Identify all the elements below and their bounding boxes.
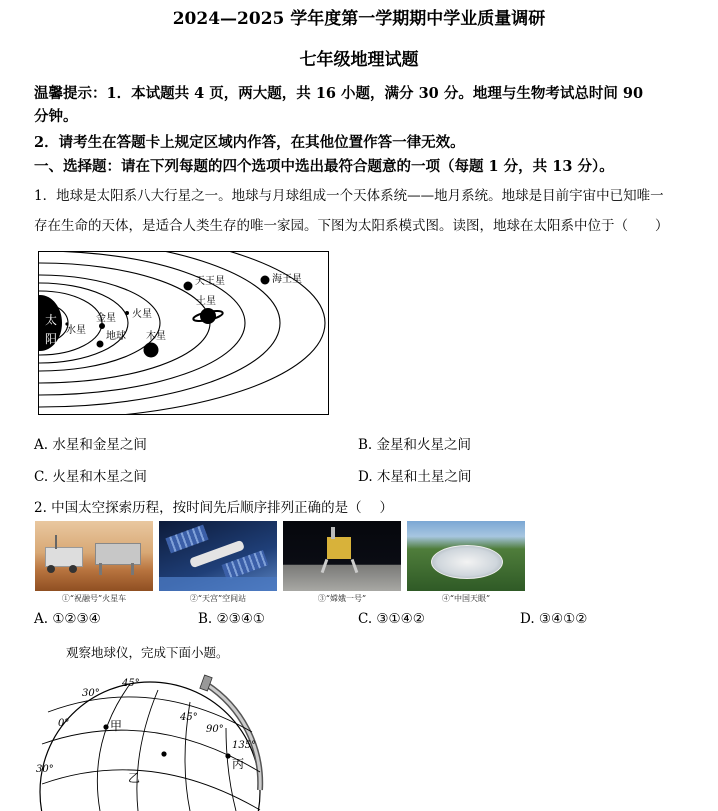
- q2-option-b: B. ②③④①: [198, 611, 265, 627]
- lat-30s: [42, 770, 260, 810]
- lat-30s-label: 30°: [36, 764, 54, 775]
- photo-change-1: [283, 521, 401, 591]
- lon-45-label: 45°: [180, 712, 198, 723]
- mars-dot: [125, 311, 129, 315]
- saturn-label: 土星: [196, 296, 216, 307]
- q1-stem-line-1: 1．地球是太阳系八大行星之一。地球与月球组成一个天体系统——地月系统。地球是目前宇宙中已知唯一: [34, 188, 664, 204]
- jupiter-label: 木星: [146, 331, 166, 342]
- lon-45e: [137, 690, 158, 811]
- section-heading: 一、选择题：请在下列每题的四个选项中选出最符合题意的一项（每题 1 分，共 13 分）。: [34, 158, 614, 175]
- point-jia-label: 甲: [110, 719, 123, 733]
- q2-option-c: C. ③①④②: [358, 611, 425, 627]
- page-title: 2024—2025 学年度第一学期期中学业质量调研: [172, 9, 546, 29]
- globe-diagram: [30, 672, 270, 811]
- q2-option-a: A. ①②③④: [34, 611, 101, 627]
- uranus-dot: [184, 282, 193, 291]
- q1-option-c: C. 火星和木星之间: [34, 469, 147, 485]
- lon-90-label: 90°: [206, 724, 224, 735]
- earth-label: 地球: [106, 331, 126, 342]
- earth-dot: [97, 341, 104, 348]
- venus-label: 金星: [96, 313, 116, 324]
- q1-option-d: D. 木星和土星之间: [358, 469, 472, 485]
- photo-space-station: [159, 521, 277, 591]
- neptune-label: 海王星: [272, 274, 302, 285]
- caption-mars-rover: ①“祝融号”火星车: [61, 594, 127, 603]
- q2-option-d: D. ③④①②: [520, 611, 588, 627]
- q1-stem-line-2: 存在生命的天体，是适合人类生存的唯一家园。下图为太阳系模式图。读图，地球在太阳系中位于（ ）: [34, 218, 669, 234]
- neptune-dot: [261, 276, 270, 285]
- notice-line-1-cont: 分钟。: [34, 108, 78, 125]
- caption-fast-telescope: ④“中国天眼”: [441, 594, 491, 603]
- lat-0-label: 0°: [58, 718, 70, 729]
- photo-fast-telescope: [407, 521, 525, 591]
- lon-135-label: 135°: [232, 740, 257, 751]
- q1-option-a: A. 水星和金星之间: [34, 437, 147, 453]
- lon-45w: [97, 684, 130, 811]
- q2-stem: 2. 中国太空探索历程，按时间先后顺序排列正确的是（ ）: [34, 500, 393, 516]
- caption-space-station: ②“天宫”空间站: [189, 594, 247, 603]
- mars-label: 火星: [132, 309, 152, 320]
- sun-label-1: 太: [45, 313, 58, 327]
- caption-change-1: ③“嫦娥一号”: [317, 594, 367, 603]
- point-bing-label: 丙: [232, 757, 245, 771]
- point-jia: [103, 724, 108, 729]
- jupiter-dot: [144, 343, 159, 358]
- sun-label-2: 阳: [45, 332, 58, 346]
- point-yi: [161, 751, 166, 756]
- notice-line-2: 2．请考生在答题卡上规定区域内作答，在其他位置作答一律无效。: [34, 134, 465, 151]
- lat-30n-label: 30°: [82, 688, 100, 699]
- lon-45-top-label: 45°: [122, 678, 140, 689]
- point-yi-label: 乙: [128, 771, 141, 785]
- mercury-label: 水星: [66, 325, 86, 336]
- lat-0: [42, 730, 260, 772]
- uranus-label: 天王星: [195, 276, 225, 287]
- q1-option-b: B. 金星和火星之间: [358, 437, 472, 453]
- photo-mars-rover: [35, 521, 153, 591]
- solar-system-diagram: [38, 251, 330, 416]
- globe-intro: 观察地球仪，完成下面小题。: [66, 645, 229, 660]
- notice-line-1: 温馨提示：1．本试题共 4 页，两大题，共 16 小题，满分 30 分。地理与生物考试总时间 90: [34, 85, 644, 102]
- point-bing: [225, 753, 230, 758]
- page-subtitle: 七年级地理试题: [299, 50, 419, 70]
